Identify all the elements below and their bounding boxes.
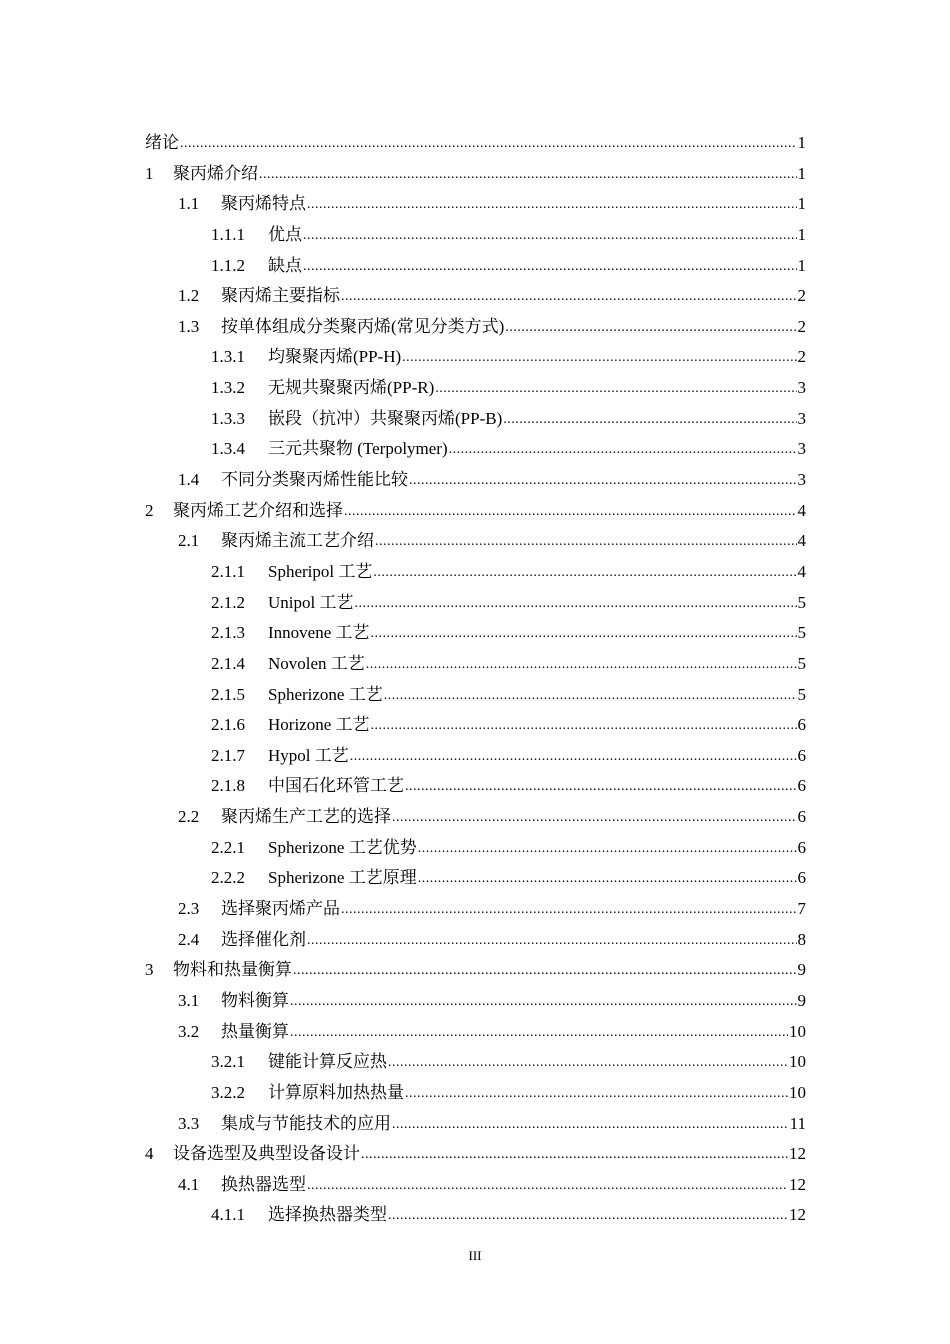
toc-entry-page: 3 (797, 439, 806, 459)
toc-entry-title: 物料和热量衡算 (173, 960, 292, 980)
toc-entry-title: 按单体组成分类聚丙烯(常见分类方式) (221, 316, 505, 336)
toc-entry-title: Hypol 工艺 (268, 745, 349, 765)
toc-entry-page: 11 (789, 1113, 806, 1133)
toc-entry[interactable] (145, 373, 806, 404)
toc-entry[interactable] (145, 925, 806, 956)
toc-entry-page: 5 (797, 684, 806, 704)
toc-entry-page: 3 (797, 408, 806, 428)
toc-entry-number: 2.2 (178, 807, 200, 827)
toc-entry[interactable] (145, 955, 806, 986)
toc-entry[interactable] (145, 741, 806, 772)
toc-entry-number: 1.1.1 (211, 224, 245, 244)
toc-entry-title: Novolen 工艺 (268, 653, 365, 673)
toc-entry[interactable] (145, 1078, 806, 1109)
toc-entry[interactable] (145, 1139, 806, 1170)
toc-entry-page: 7 (797, 899, 806, 919)
toc-dot-leader (303, 219, 797, 252)
toc-entry-title: Horizone 工艺 (268, 715, 370, 735)
toc-dot-leader (435, 372, 796, 405)
toc-entry-page: 5 (797, 623, 806, 643)
toc-entry-number: 3.2.1 (211, 1052, 245, 1072)
toc-entry[interactable] (145, 434, 806, 465)
toc-dot-leader (307, 1169, 788, 1202)
toc-entry[interactable] (145, 710, 806, 741)
toc-entry-number: 2.2.2 (211, 868, 245, 888)
toc-entry-page: 1 (797, 194, 806, 214)
toc-entry-number: 2.1 (178, 531, 200, 551)
toc-entry[interactable] (145, 1017, 806, 1048)
toc-entry-page: 4 (797, 561, 806, 581)
toc-entry-title: 设备选型及典型设备设计 (173, 1144, 360, 1164)
toc-entry[interactable] (145, 1200, 806, 1231)
toc-entry-page: 6 (797, 807, 806, 827)
toc-entry-title: Innovene 工艺 (268, 623, 370, 643)
toc-entry-number: 1.2 (178, 286, 200, 306)
toc-entry-number: 1.3 (178, 316, 200, 336)
toc-dot-leader (449, 433, 797, 466)
toc-entry-page: 6 (797, 745, 806, 765)
toc-entry-number: 1.1.2 (211, 255, 245, 275)
toc-dot-leader (418, 832, 797, 865)
toc-dot-leader (366, 648, 797, 681)
toc-entry-title: 聚丙烯介绍 (173, 163, 258, 183)
toc-entry-number: 1.3.3 (211, 408, 245, 428)
toc-entry-page: 3 (797, 378, 806, 398)
toc-entry-page: 6 (797, 776, 806, 796)
toc-entry[interactable] (145, 618, 806, 649)
toc-dot-leader (341, 893, 797, 926)
toc-dot-leader (354, 587, 796, 620)
toc-entry-title: 优点 (268, 224, 302, 244)
toc-entry[interactable] (145, 251, 806, 282)
toc-entry-page: 1 (797, 163, 806, 183)
toc-dot-leader (350, 740, 797, 773)
toc-entry-title: Spherizone 工艺原理 (268, 868, 417, 888)
toc-entry-page: 2 (797, 316, 806, 336)
toc-entry-title: 选择催化剂 (221, 929, 306, 949)
toc-dot-leader (371, 709, 797, 742)
toc-dot-leader (505, 311, 796, 344)
toc-entry-number: 1.4 (178, 470, 200, 490)
toc-entry-number: 2.1.7 (211, 745, 245, 765)
toc-entry-page: 4 (797, 500, 806, 520)
toc-entry-page: 6 (797, 837, 806, 857)
toc-entry-page: 4 (797, 531, 806, 551)
toc-entry-number: 2.1.6 (211, 715, 245, 735)
toc-dot-leader (290, 985, 797, 1018)
toc-dot-leader (392, 801, 797, 834)
toc-entry-title: 绪论 (145, 133, 179, 152)
toc-entry-number: 2.1.1 (211, 561, 245, 581)
toc-entry-number: 4.1.1 (211, 1205, 245, 1225)
toc-entry-page: 10 (789, 1021, 806, 1041)
toc-dot-leader (307, 924, 797, 957)
toc-entry-number: 3.3 (178, 1113, 200, 1133)
toc-entry[interactable] (145, 220, 806, 251)
toc-dot-leader (375, 525, 797, 558)
toc-entry-title: 聚丙烯主要指标 (221, 286, 340, 306)
toc-entry-page: 5 (797, 592, 806, 612)
toc-entry-title: 聚丙烯工艺介绍和选择 (173, 500, 343, 520)
toc-entry-number: 2.1.3 (211, 623, 245, 643)
toc-entry-number: 1 (145, 163, 154, 183)
toc-entry[interactable] (145, 833, 806, 864)
toc-entry-title: 嵌段（抗冲）共聚聚丙烯(PP-B) (268, 408, 503, 428)
toc-entry-page: 6 (797, 868, 806, 888)
toc-dot-leader (388, 1046, 788, 1079)
toc-dot-leader (418, 862, 797, 895)
toc-entry[interactable] (145, 771, 806, 802)
toc-entry[interactable] (145, 1047, 806, 1078)
toc-entry-title: 热量衡算 (221, 1021, 289, 1041)
toc-entry-number: 4 (145, 1144, 154, 1164)
toc-entry[interactable] (145, 1109, 806, 1140)
toc-entry-page: 2 (797, 347, 806, 367)
toc-entry-page: 12 (789, 1174, 806, 1194)
toc-entry-page: 1 (797, 224, 806, 244)
toc-entry-number: 1.1 (178, 194, 200, 214)
toc-dot-leader (341, 280, 797, 313)
toc-entry-number: 2.4 (178, 929, 200, 949)
toc-entry-page: 8 (797, 929, 806, 949)
toc-entry-number: 1.3.1 (211, 347, 245, 367)
toc-entry-title: 中国石化环管工艺 (268, 776, 404, 796)
toc-entry-number: 2.1.4 (211, 653, 245, 673)
toc-entry[interactable] (145, 588, 806, 619)
table-of-contents (145, 128, 806, 1231)
toc-dot-leader (371, 617, 797, 650)
toc-entry[interactable] (145, 189, 806, 220)
toc-entry-title: 缺点 (268, 255, 302, 275)
toc-entry-title: 聚丙烯生产工艺的选择 (221, 807, 391, 827)
toc-entry-page: 6 (797, 715, 806, 735)
toc-entry-page: 2 (797, 286, 806, 306)
toc-entry-title: 选择换热器类型 (268, 1205, 387, 1225)
toc-entry-page: 9 (797, 960, 806, 980)
toc-entry-title: 换热器选型 (221, 1174, 306, 1194)
toc-dot-leader (361, 1138, 788, 1171)
toc-entry[interactable] (145, 281, 806, 312)
toc-entry-page: 10 (789, 1052, 806, 1072)
toc-entry-number: 1.3.4 (211, 439, 245, 459)
toc-entry-title: Spheripol 工艺 (268, 561, 373, 581)
toc-entry-number: 2 (145, 500, 154, 520)
toc-entry-number: 2.1.5 (211, 684, 245, 704)
toc-entry-number: 2.1.2 (211, 592, 245, 612)
toc-entry[interactable] (145, 1170, 806, 1201)
toc-entry-title: 不同分类聚丙烯性能比较 (221, 470, 408, 490)
toc-entry[interactable] (145, 557, 806, 588)
toc-entry-number: 4.1 (178, 1174, 200, 1194)
toc-entry[interactable] (145, 312, 806, 343)
toc-dot-leader (344, 495, 797, 528)
toc-entry-page: 1 (797, 133, 806, 152)
toc-entry[interactable] (145, 986, 806, 1017)
toc-entry[interactable] (145, 526, 806, 557)
toc-entry-title: 均聚聚丙烯(PP-H) (268, 347, 402, 367)
toc-entry-number: 2.3 (178, 899, 200, 919)
toc-entry[interactable] (145, 465, 806, 496)
toc-entry-title: 三元共聚物 (Terpolymer) (268, 439, 448, 459)
toc-entry-title: 键能计算反应热 (268, 1052, 387, 1072)
toc-entry[interactable] (145, 496, 806, 527)
toc-dot-leader (259, 158, 797, 191)
toc-entry-page: 12 (789, 1144, 806, 1164)
toc-entry-page: 10 (789, 1082, 806, 1102)
toc-entry-title: 物料衡算 (221, 990, 289, 1010)
toc-entry-page: 1 (797, 255, 806, 275)
toc-dot-leader (503, 403, 796, 436)
toc-entry-number: 2.2.1 (211, 837, 245, 857)
toc-dot-leader (409, 464, 797, 497)
toc-entry-number: 3.2 (178, 1021, 200, 1041)
toc-entry[interactable] (145, 894, 806, 925)
toc-dot-leader (303, 250, 797, 283)
toc-entry-number: 3.2.2 (211, 1082, 245, 1102)
toc-entry-title: 聚丙烯特点 (221, 194, 306, 214)
toc-entry-page: 9 (797, 990, 806, 1010)
toc-entry-title: 聚丙烯主流工艺介绍 (221, 531, 374, 551)
toc-dot-leader (307, 188, 797, 221)
toc-dot-leader (290, 1016, 788, 1049)
toc-entry-number: 3 (145, 960, 154, 980)
toc-entry-page: 5 (797, 653, 806, 673)
toc-dot-leader (388, 1199, 788, 1232)
toc-entry-title: 选择聚丙烯产品 (221, 899, 340, 919)
toc-entry[interactable] (145, 802, 806, 833)
toc-entry-number: 3.1 (178, 990, 200, 1010)
toc-entry-title: Unipol 工艺 (268, 592, 354, 612)
toc-dot-leader (373, 556, 796, 589)
toc-entry-title: Spherizone 工艺 (268, 684, 383, 704)
toc-dot-leader (180, 127, 797, 160)
toc-dot-leader (405, 1077, 788, 1110)
toc-dot-leader (402, 341, 796, 374)
toc-entry[interactable] (145, 404, 806, 435)
toc-entry[interactable] (145, 342, 806, 373)
page-number: III (468, 1248, 482, 1263)
toc-dot-leader (392, 1108, 789, 1141)
toc-dot-leader (384, 679, 797, 712)
toc-entry[interactable] (145, 863, 806, 894)
toc-entry[interactable] (145, 128, 806, 159)
toc-entry-page: 12 (789, 1205, 806, 1225)
toc-entry-title: Spherizone 工艺优势 (268, 837, 417, 857)
toc-entry[interactable] (145, 680, 806, 711)
toc-entry-number: 1.3.2 (211, 378, 245, 398)
toc-entry-title: 无规共聚聚丙烯(PP-R) (268, 378, 435, 398)
toc-entry-title: 计算原料加热热量 (268, 1082, 404, 1102)
toc-dot-leader (293, 954, 797, 987)
toc-entry[interactable] (145, 649, 806, 680)
toc-dot-leader (405, 770, 797, 803)
toc-entry-title: 集成与节能技术的应用 (221, 1113, 391, 1133)
toc-entry-page: 3 (797, 470, 806, 490)
toc-entry-number: 2.1.8 (211, 776, 245, 796)
toc-entry[interactable] (145, 159, 806, 190)
